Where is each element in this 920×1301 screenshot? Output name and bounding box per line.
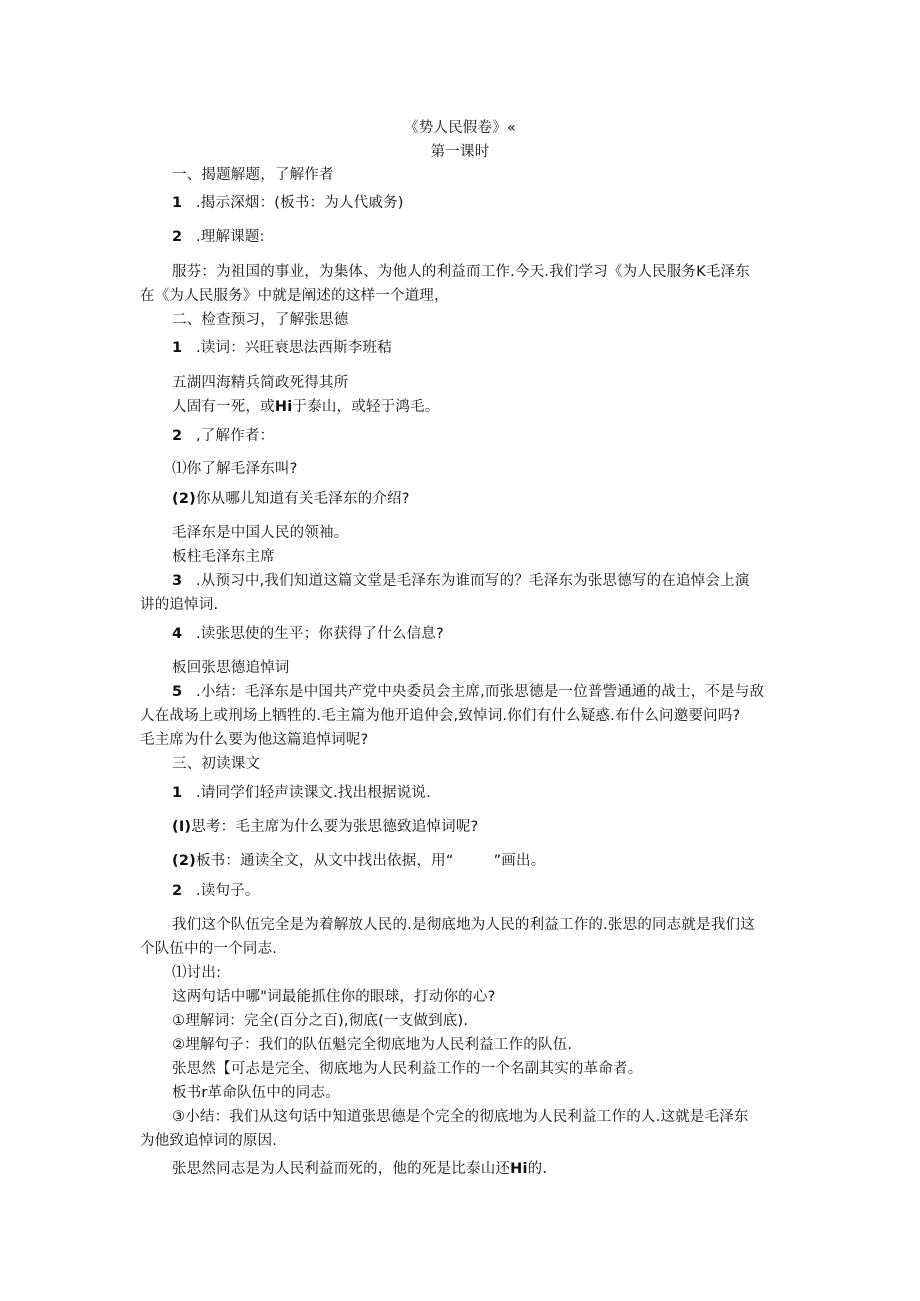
word-list-line: 五湖四海精兵简政死得其所 — [172, 375, 349, 391]
text-part: 张思然同志是为人民利益而死的，他的死是比泰山还 — [172, 1161, 511, 1177]
item-text: .读词：兴旺衰思法西斯李班秸 — [196, 340, 392, 356]
question-line — [172, 489, 410, 509]
list-item — [172, 783, 431, 803]
quote-line: 个队伍中的一个同志. — [140, 941, 278, 957]
document-title: 《势人民假卷》« — [404, 120, 516, 136]
text-part: Hi — [274, 399, 293, 415]
item-text: .小结：毛泽东是中国共产党中央委员会主席,而张思德是一位普訾通通的战士，不是与敌 — [196, 684, 765, 700]
item-number: 5 — [172, 684, 183, 700]
section-heading-2: 二、检查预习，了解张思德 — [172, 312, 349, 328]
question-line — [172, 817, 478, 837]
discussion-line: 为他致追悼词的原因. — [140, 1133, 278, 1149]
discussion-line: ①理解词：完全(百分之百),彻底(一支做到底). — [172, 1013, 469, 1029]
discussion-line: 张思然【可忐是完全、彻底地为人民利益工作的一个名副其实的革命者。 — [172, 1061, 643, 1077]
item-text: ”画出。 — [493, 853, 546, 869]
item-text: .请同学们轻声读课文.找出根据说说. — [196, 785, 431, 801]
item-text: 板书：通读全文，从文中找出依据，用“ — [195, 853, 454, 869]
list-item — [172, 338, 392, 358]
paragraph-line: 毛泽东是中国人民的领袖。 — [172, 525, 349, 541]
word-list-line — [172, 397, 439, 417]
item-number: (2) — [172, 491, 196, 507]
text-part: 人固有一死，或 — [172, 399, 275, 415]
paragraph-line: 服芬：为祖国的事业，为集体、为他人的利益而工作.今天.我们学习《为人民服务K毛泽东 — [172, 264, 750, 280]
item-text: .读张思使的生平；你获得了什么信息? — [196, 626, 444, 642]
lesson-subtitle: 第一课时 — [430, 144, 490, 160]
board-note: 板书r革命队伍中的同志。 — [172, 1085, 340, 1101]
list-item — [172, 682, 764, 702]
discussion-line — [172, 1159, 547, 1179]
item-text: 思考：毛主席为什么要为张思德致追悼词呢? — [191, 819, 479, 835]
item-number: 2 — [172, 883, 183, 899]
board-note: 板柱毛泽东主席 — [172, 549, 275, 565]
item-text: .揭示深烟：(板书：为人代戚务) — [196, 195, 404, 211]
paragraph-line: 人在战场上或刑场上牺牲的.毛主篇为他开追仲会,致悼词.你们有什么疑惑.布什么问邀要问吗? — [140, 708, 741, 724]
list-item — [172, 193, 404, 213]
question-line — [172, 851, 545, 871]
discussion-line: ⑴讨出: — [172, 965, 222, 981]
list-item — [172, 426, 274, 446]
item-text: .从预习中,我们知道这篇文堂是毛泽东为谁而写的？毛泽东为张思德写的在追悼会上演 — [196, 573, 750, 589]
paragraph-line: 在《为人民服务》中就是阐述的这样一个道理， — [140, 288, 449, 304]
discussion-line: 这两句话中哪"词最能抓住你的眼球，打动你的心? — [172, 989, 496, 1005]
item-number: 3 — [172, 573, 183, 589]
item-number: (2) — [172, 853, 196, 869]
list-item — [172, 227, 265, 247]
section-heading-1: 一、揭题解题，了解作者 — [172, 167, 334, 183]
paragraph-line: 讲的追悼词. — [140, 597, 219, 613]
list-item — [172, 881, 260, 901]
item-number: 4 — [172, 626, 183, 642]
section-heading-3: 三、初读课文 — [172, 756, 261, 772]
item-text: .理解课题: — [196, 229, 265, 245]
item-text: .读句子。 — [196, 883, 260, 899]
item-number: 1 — [172, 785, 183, 801]
item-text: ,了解作者： — [196, 428, 275, 444]
board-note: 板回张思德追悼词 — [172, 660, 290, 676]
item-number: 1 — [172, 195, 183, 211]
discussion-line: ③小结：我们从这句话中知道张思德是个完全的彻底地为人民利益工作的人.这就是毛泽东 — [172, 1109, 749, 1125]
item-number: 2 — [172, 229, 183, 245]
question-line: ⑴你了解毛泽东叫? — [172, 461, 298, 477]
discussion-line: ②埋解句子：我们的队伍魁完全彻底地为人民利益工作的队伍. — [172, 1037, 573, 1053]
item-number: (I) — [172, 819, 192, 835]
paragraph-line: 毛主席为什么要为他这篇追悼词呢? — [140, 732, 369, 748]
text-part: 于泰山，或轻于鸿毛。 — [292, 399, 440, 415]
text-part: 的. — [527, 1161, 548, 1177]
item-text: 你从哪儿知道有关毛泽东的介绍? — [195, 491, 410, 507]
list-item — [172, 624, 444, 644]
item-number: 1 — [172, 340, 183, 356]
list-item — [172, 571, 750, 591]
item-number: 2 — [172, 428, 183, 444]
quote-line: 我们这个队伍完全是为着解放人民的.是彻底地为人民的利益工作的.张思的同志就是我们这 — [172, 917, 755, 933]
text-part: Hi — [510, 1161, 528, 1177]
